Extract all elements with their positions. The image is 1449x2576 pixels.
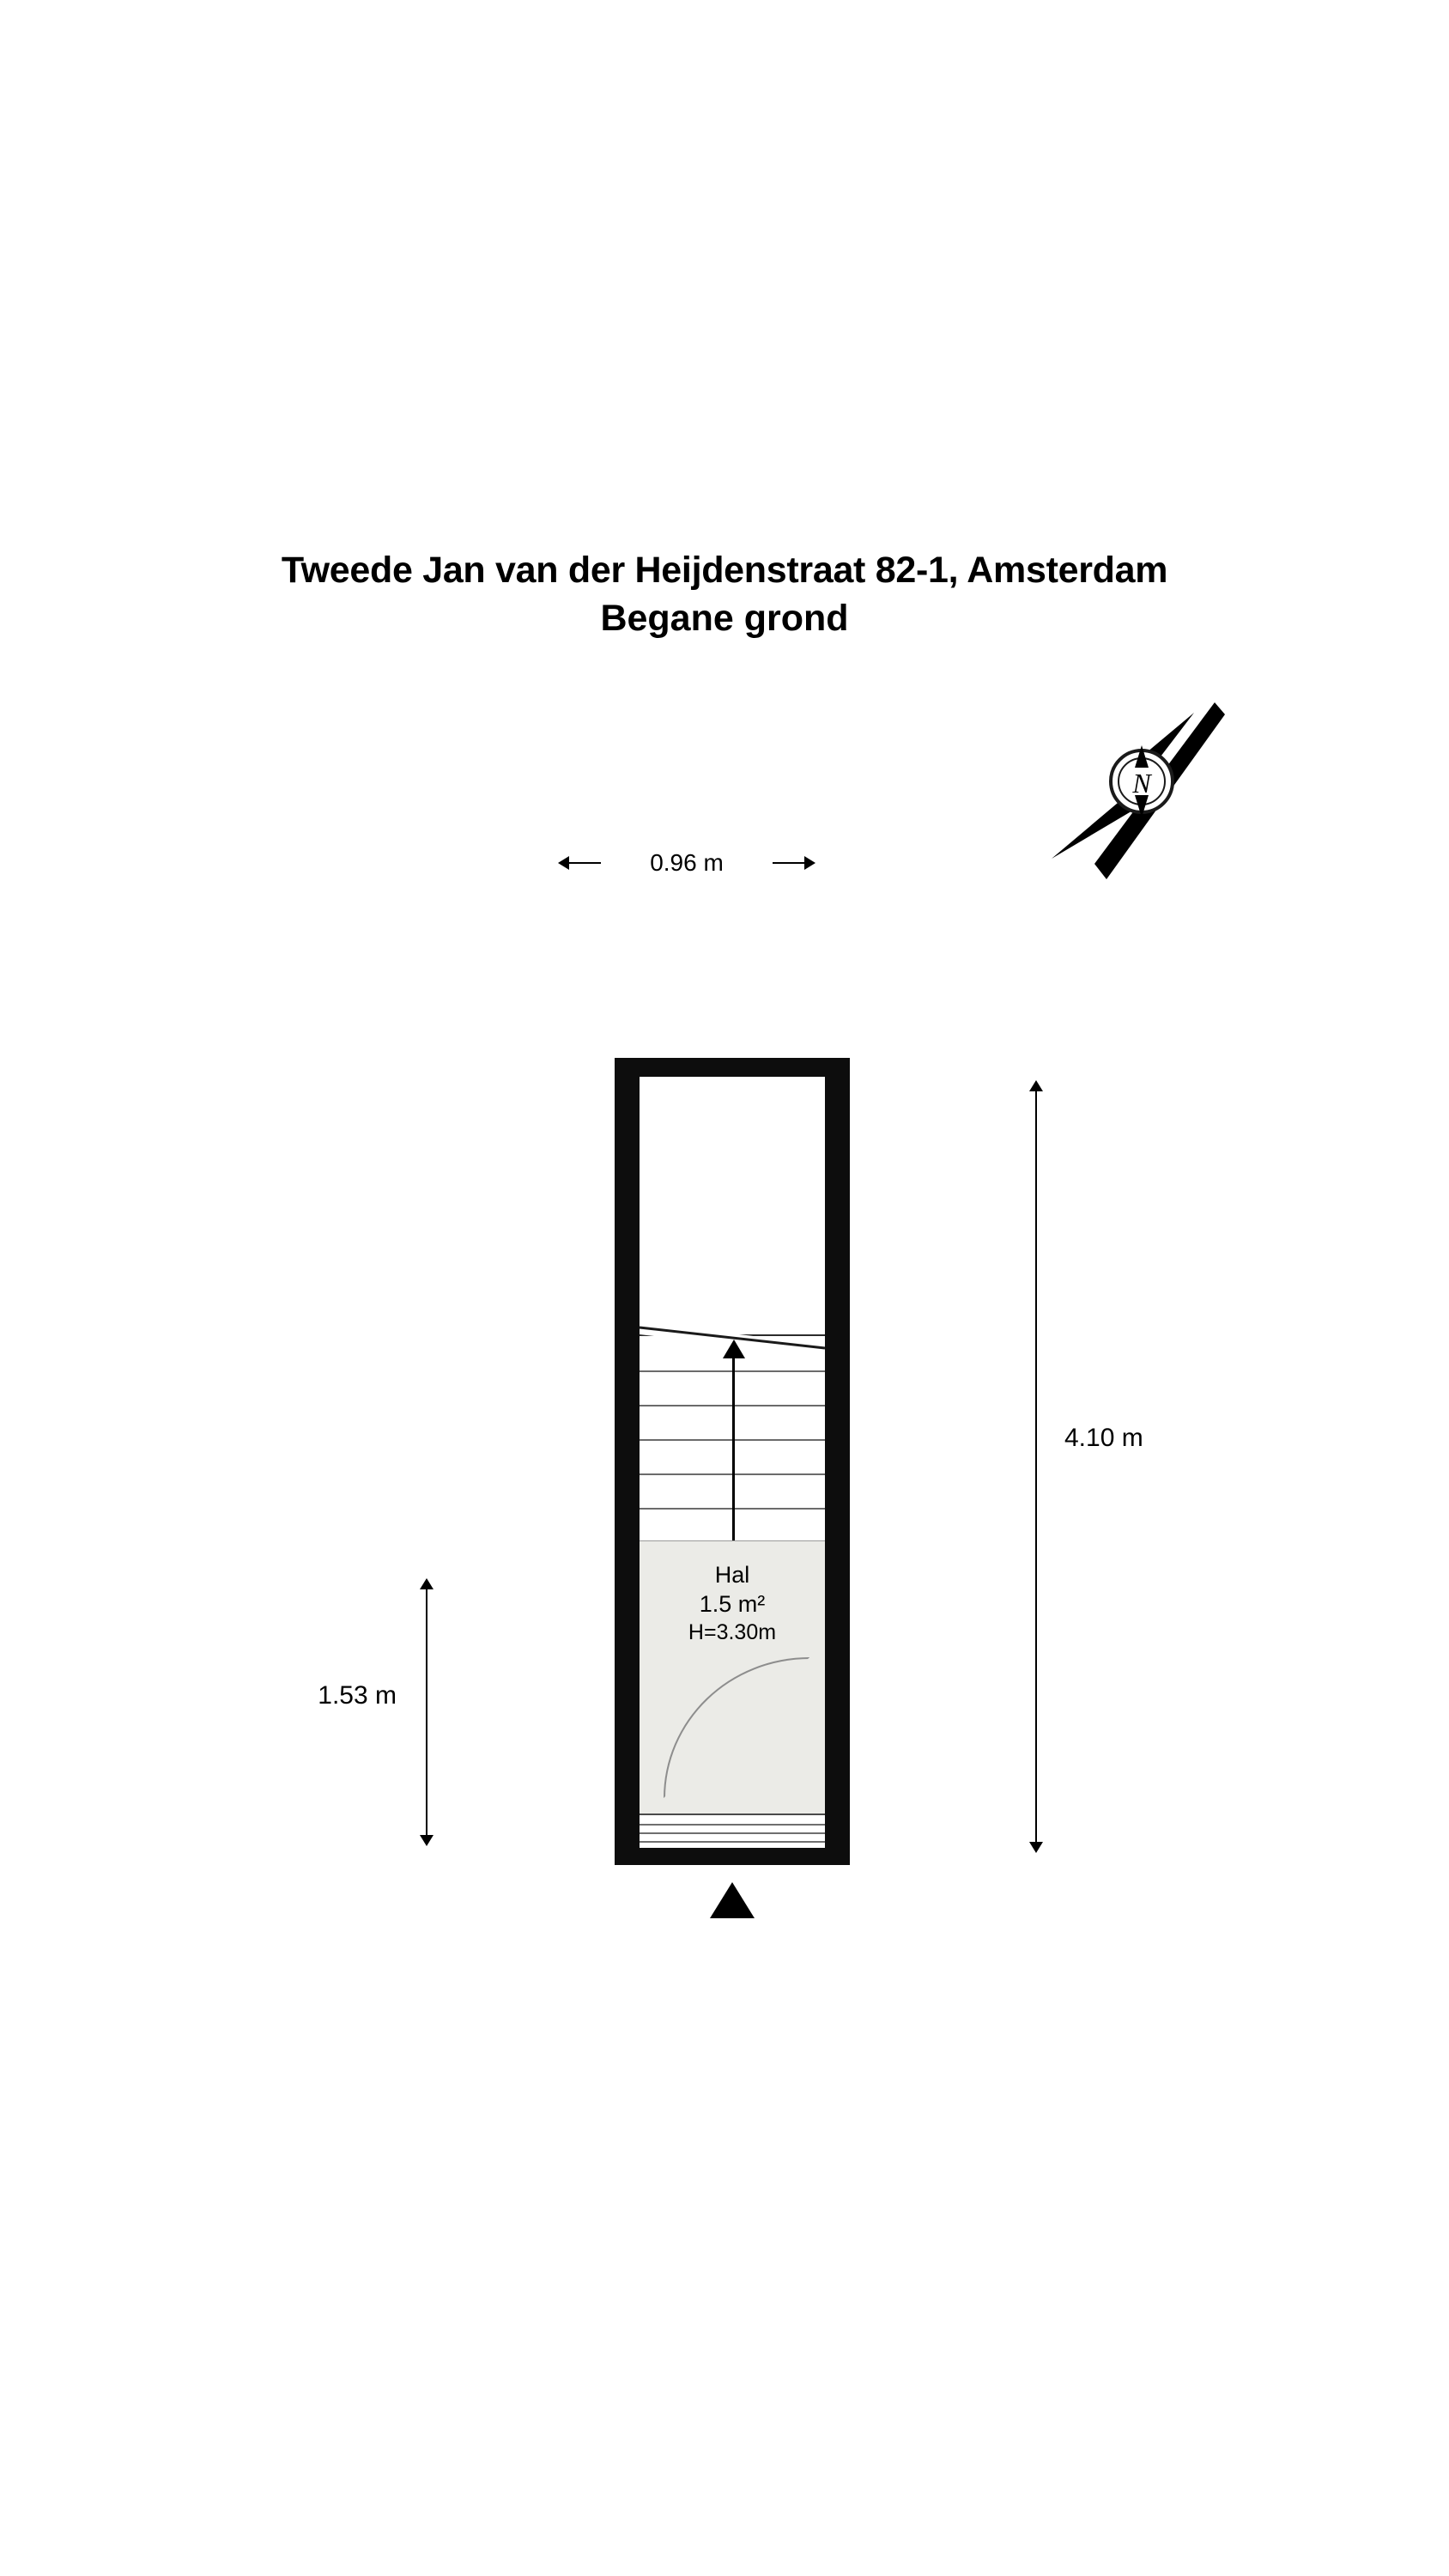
dimension-top-width <box>549 846 824 880</box>
dimension-right-height-label: 4.10 m <box>1064 1424 1143 1452</box>
floorplan-drawing <box>615 1058 850 1865</box>
dimension-line <box>426 1587 427 1838</box>
arrow-up-icon <box>1029 1080 1043 1091</box>
stairs-up-arrow-icon <box>723 1340 745 1358</box>
interior-space <box>640 1077 825 1846</box>
entrance-arrow-icon <box>710 1882 755 1918</box>
compass-label: N <box>1132 768 1151 799</box>
arrow-down-icon <box>420 1835 433 1846</box>
title-block <box>0 546 1449 642</box>
room-hal-labels <box>640 1560 825 1646</box>
threshold-line <box>640 1832 825 1834</box>
threshold-line <box>640 1841 825 1843</box>
arrow-left-icon <box>558 856 569 870</box>
page-subtitle: Begane grond <box>600 598 849 639</box>
upper-void-area <box>640 1077 825 1336</box>
dimension-left-height-label: 1.53 m <box>318 1681 397 1710</box>
entrance-threshold <box>640 1814 825 1848</box>
room-hal-height: H=3.30m <box>688 1620 777 1644</box>
stairs-direction-stem <box>732 1357 735 1540</box>
arrow-up-icon <box>420 1578 433 1589</box>
room-hal-name: Hal <box>714 1562 750 1588</box>
dimension-top-width-label: 0.96 m <box>601 846 773 880</box>
arrow-right-icon <box>804 856 815 870</box>
threshold-line <box>640 1824 825 1826</box>
room-hal-area: 1.5 m² <box>699 1591 766 1617</box>
arrow-down-icon <box>1029 1842 1043 1853</box>
page-title: Tweede Jan van der Heijdenstraat 82-1, Amsterdam <box>281 550 1168 591</box>
compass-north-icon <box>1043 696 1240 893</box>
dimension-line <box>1035 1089 1037 1844</box>
